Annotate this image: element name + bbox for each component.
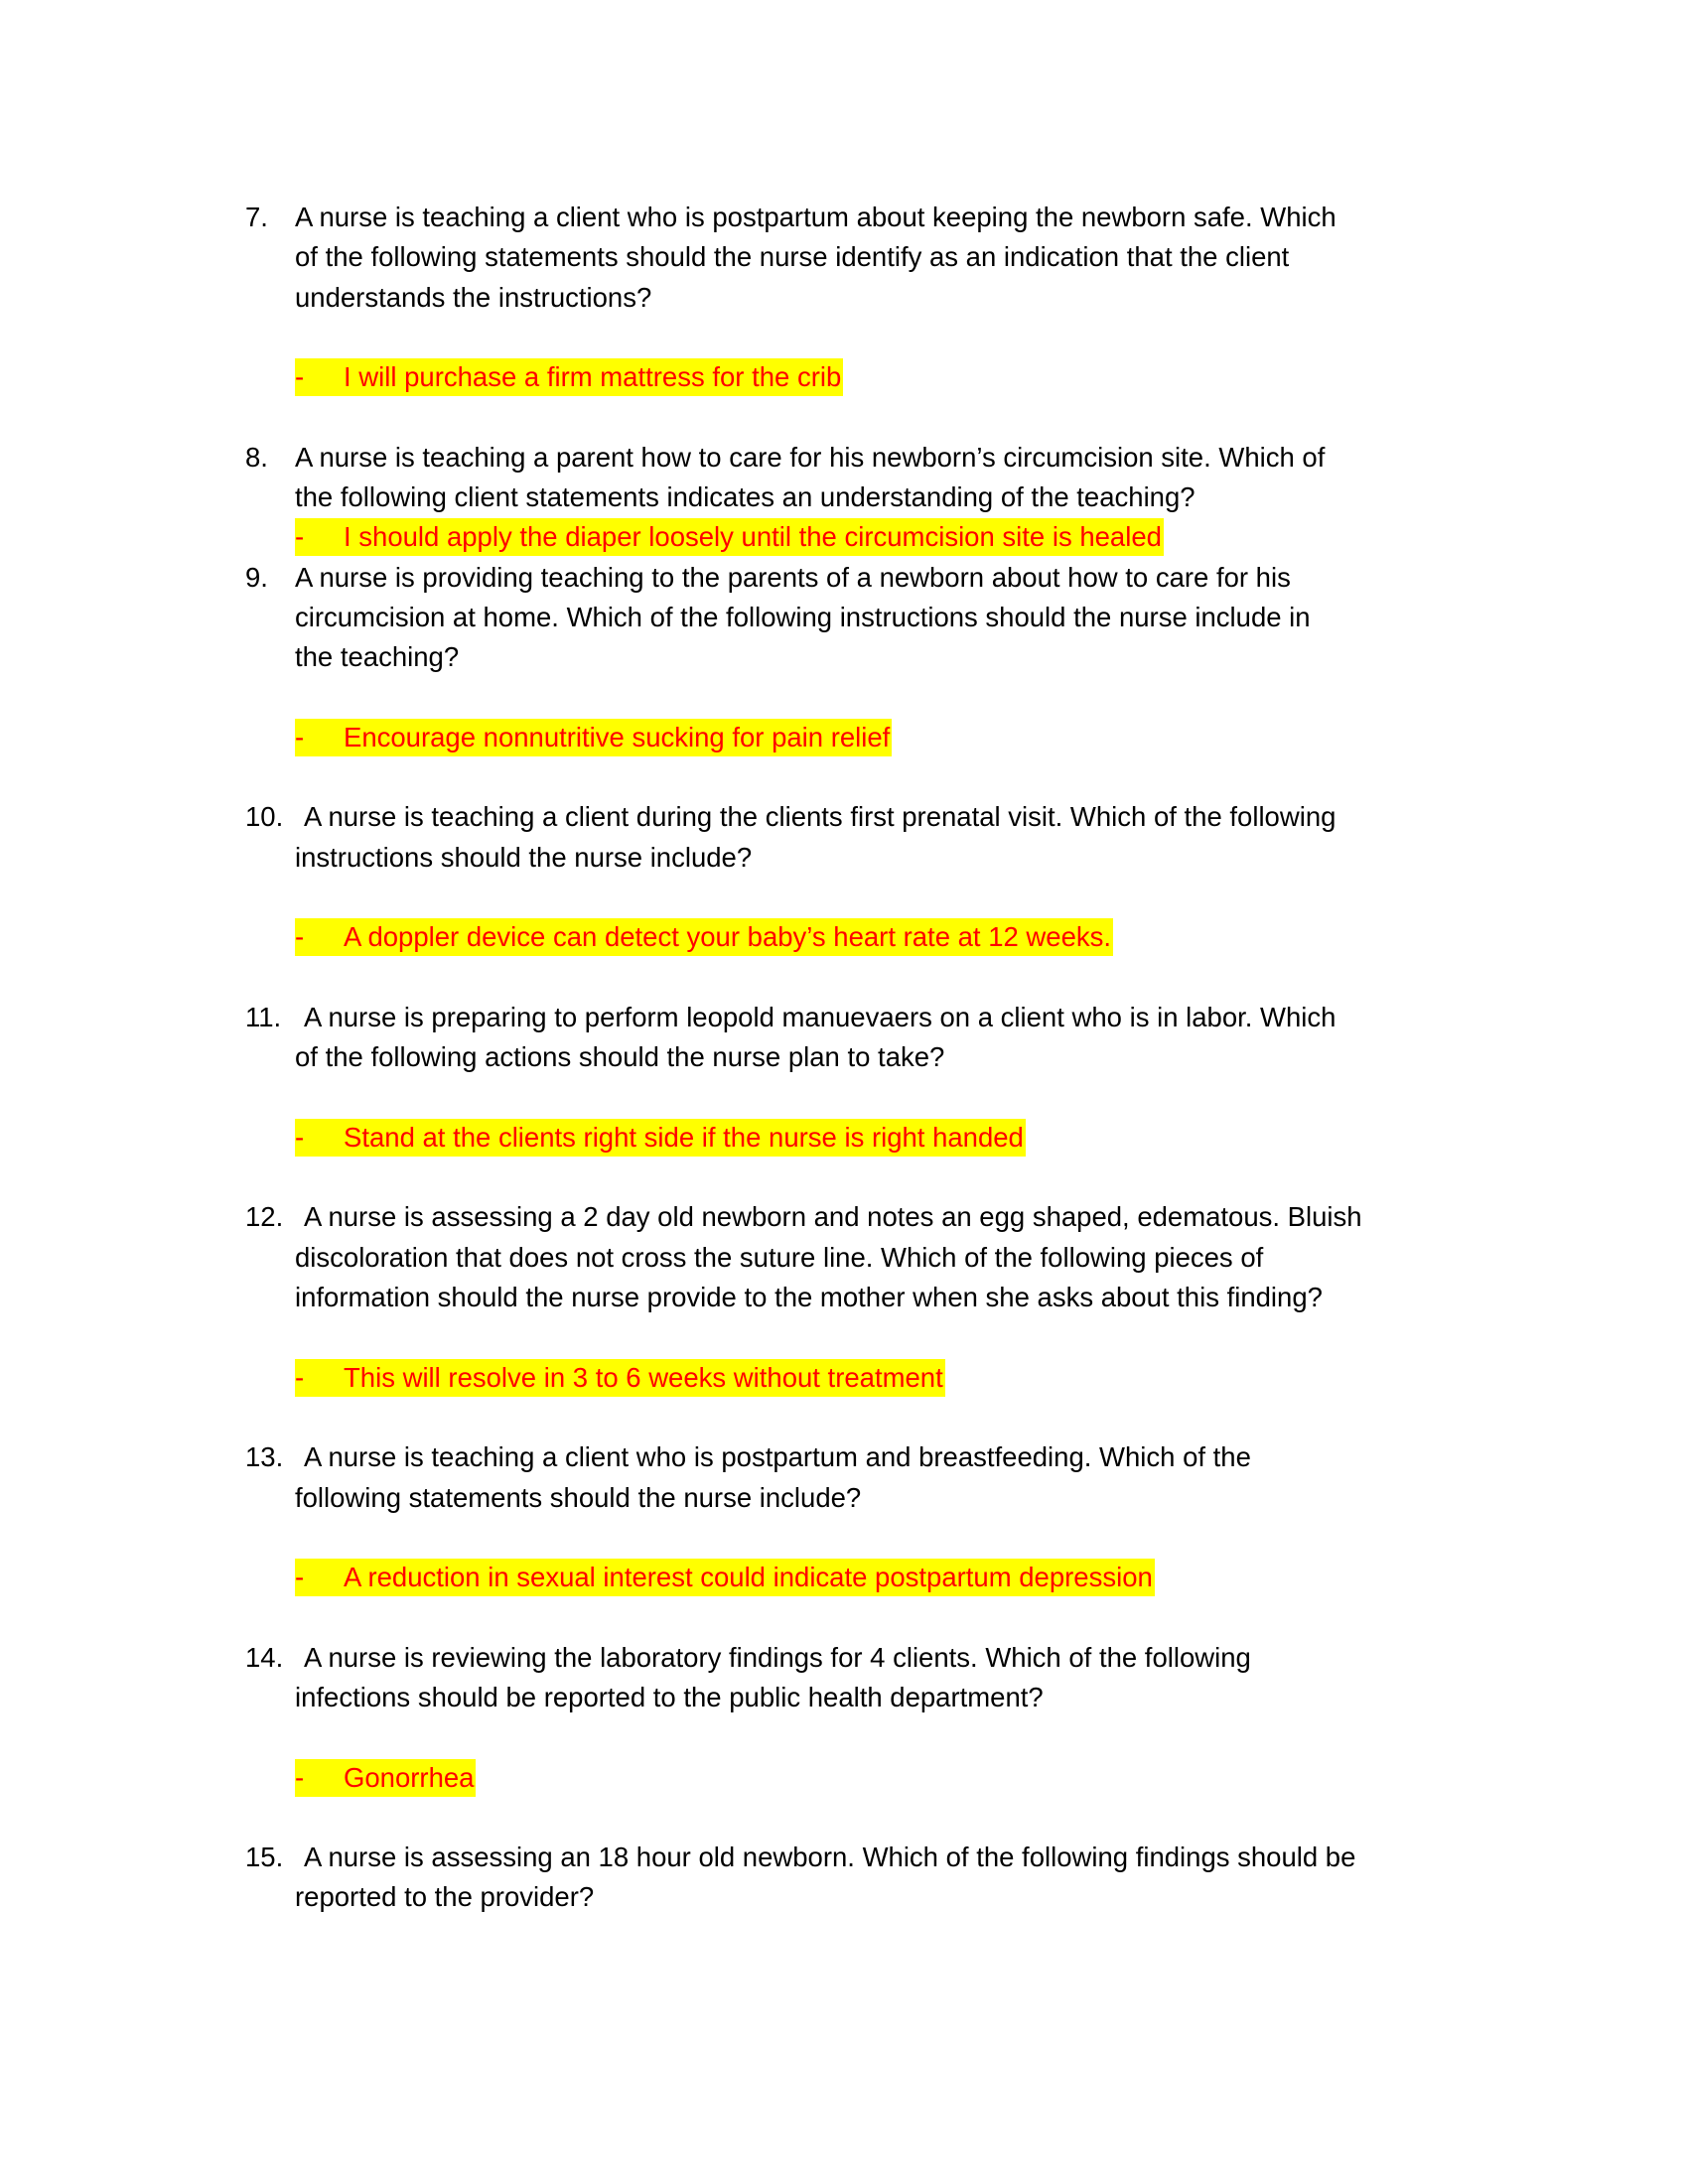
question-line <box>0 1037 1688 1077</box>
question-first-line <box>0 1437 1688 1477</box>
question-first-line <box>0 1838 1688 1877</box>
question-line <box>0 237 1688 277</box>
spacer <box>0 1518 1688 1558</box>
question-line <box>0 1877 1688 1917</box>
answer-text: This will resolve in 3 to 6 weeks without treatment <box>344 1361 943 1393</box>
spacer <box>0 757 1688 797</box>
question-number: 7. <box>245 202 268 232</box>
question-text: A nurse is assessing a 2 day old newborn and notes an egg shaped, edematous. Bluish <box>304 1201 1362 1233</box>
document-page <box>0 198 1688 1918</box>
question-text: of the following statements should the nurse identify as an indication that the client <box>295 241 1290 273</box>
answer-dash: - <box>295 521 305 553</box>
answer-text: A doppler device can detect your baby’s heart rate at 12 weeks. <box>344 921 1112 953</box>
question-number: 8. <box>245 441 268 473</box>
question-first-line <box>0 1638 1688 1678</box>
question-text: A nurse is teaching a client during the clients first prenatal visit. Which of the following <box>304 801 1336 833</box>
question-text: A nurse is preparing to perform leopold manuevaers on a client who is in labor. Which <box>304 1001 1336 1032</box>
spacer <box>0 878 1688 917</box>
question-number: 15. <box>245 1842 284 1873</box>
question-line <box>0 598 1688 637</box>
highlighted-answer <box>295 719 892 756</box>
question-text: A nurse is teaching a parent how to care for his newborn’s circumcision site. Which of <box>295 441 1326 473</box>
question-text: instructions should the nurse include? <box>295 841 753 873</box>
answer-text: A reduction in sexual interest could indicate postpartum depression <box>344 1562 1153 1593</box>
answer-line <box>0 1118 1688 1158</box>
answer-dash: - <box>295 1121 305 1153</box>
question-first-line <box>0 438 1688 478</box>
question-number: 10. <box>245 801 284 833</box>
spacer <box>0 397 1688 437</box>
highlighted-answer <box>295 1119 1026 1157</box>
question-text: A nurse is assessing an 18 hour old newborn. Which of the following findings should be <box>304 1842 1356 1873</box>
spacer <box>0 1597 1688 1637</box>
question-number: 12. <box>245 1201 284 1233</box>
question-first-line <box>0 998 1688 1037</box>
highlighted-answer <box>295 1759 476 1797</box>
question-text: infections should be reported to the public health department? <box>295 1681 1044 1712</box>
highlighted-answer <box>295 1359 945 1397</box>
highlighted-answer <box>295 518 1164 556</box>
spacer <box>0 1078 1688 1118</box>
question-line <box>0 478 1688 517</box>
answer-dash: - <box>295 921 305 953</box>
question-text: discoloration that does not cross the suture line. Which of the following pieces of <box>295 1241 1264 1273</box>
answer-line <box>0 1558 1688 1597</box>
spacer <box>0 1717 1688 1757</box>
question-line <box>0 1278 1688 1317</box>
question-line <box>0 1678 1688 1717</box>
question-first-line <box>0 198 1688 237</box>
question-number: 9. <box>245 561 268 593</box>
answer-text: Gonorrhea <box>344 1761 475 1793</box>
question-text: of the following actions should the nurse plan to take? <box>295 1041 945 1073</box>
question-line <box>0 637 1688 677</box>
spacer <box>0 1158 1688 1197</box>
answer-dash: - <box>295 1562 305 1593</box>
question-text: A nurse is teaching a client who is postpartum about keeping the newborn safe. Which <box>295 202 1336 232</box>
question-line <box>0 1478 1688 1518</box>
question-line <box>0 278 1688 318</box>
question-text: circumcision at home. Which of the following instructions should the nurse include in <box>295 601 1311 632</box>
spacer <box>0 958 1688 998</box>
spacer <box>0 318 1688 357</box>
question-first-line <box>0 1197 1688 1237</box>
question-line <box>0 1238 1688 1278</box>
highlighted-answer <box>295 358 843 396</box>
spacer <box>0 1798 1688 1838</box>
highlighted-answer <box>295 1559 1155 1596</box>
question-text: A nurse is providing teaching to the parents of a newborn about how to care for his <box>295 561 1291 593</box>
question-text: A nurse is teaching a client who is postpartum and breastfeeding. Which of the <box>304 1441 1251 1473</box>
answer-text: Stand at the clients right side if the nurse is right handed <box>344 1121 1024 1153</box>
answer-text: I should apply the diaper loosely until the circumcision site is healed <box>344 521 1162 553</box>
answer-line <box>0 517 1688 557</box>
question-text: A nurse is reviewing the laboratory findings for 4 clients. Which of the following <box>304 1641 1251 1673</box>
answer-line <box>0 1358 1688 1398</box>
spacer <box>0 678 1688 718</box>
highlighted-answer <box>295 918 1113 956</box>
answer-text: I will purchase a firm mattress for the crib <box>344 361 842 393</box>
answer-dash: - <box>295 361 305 393</box>
question-text: understands the instructions? <box>295 281 652 313</box>
question-first-line <box>0 558 1688 598</box>
answer-dash: - <box>295 1361 305 1393</box>
question-text: the following client statements indicates an understanding of the teaching? <box>295 481 1196 513</box>
question-line <box>0 838 1688 878</box>
answer-dash: - <box>295 721 305 752</box>
question-number: 14. <box>245 1641 284 1673</box>
spacer <box>0 1317 1688 1357</box>
answer-text: Encourage nonnutritive sucking for pain relief <box>344 721 891 752</box>
question-text: the teaching? <box>295 641 460 673</box>
answer-line <box>0 357 1688 397</box>
answer-dash: - <box>295 1761 305 1793</box>
answer-line <box>0 917 1688 957</box>
answer-line <box>0 718 1688 757</box>
question-number: 13. <box>245 1441 284 1473</box>
question-text: following statements should the nurse include? <box>295 1481 862 1513</box>
question-first-line <box>0 797 1688 837</box>
spacer <box>0 1398 1688 1437</box>
question-number: 11. <box>245 1001 282 1032</box>
answer-line <box>0 1758 1688 1798</box>
question-text: reported to the provider? <box>295 1881 595 1913</box>
question-text: information should the nurse provide to the mother when she asks about this finding? <box>295 1282 1323 1313</box>
